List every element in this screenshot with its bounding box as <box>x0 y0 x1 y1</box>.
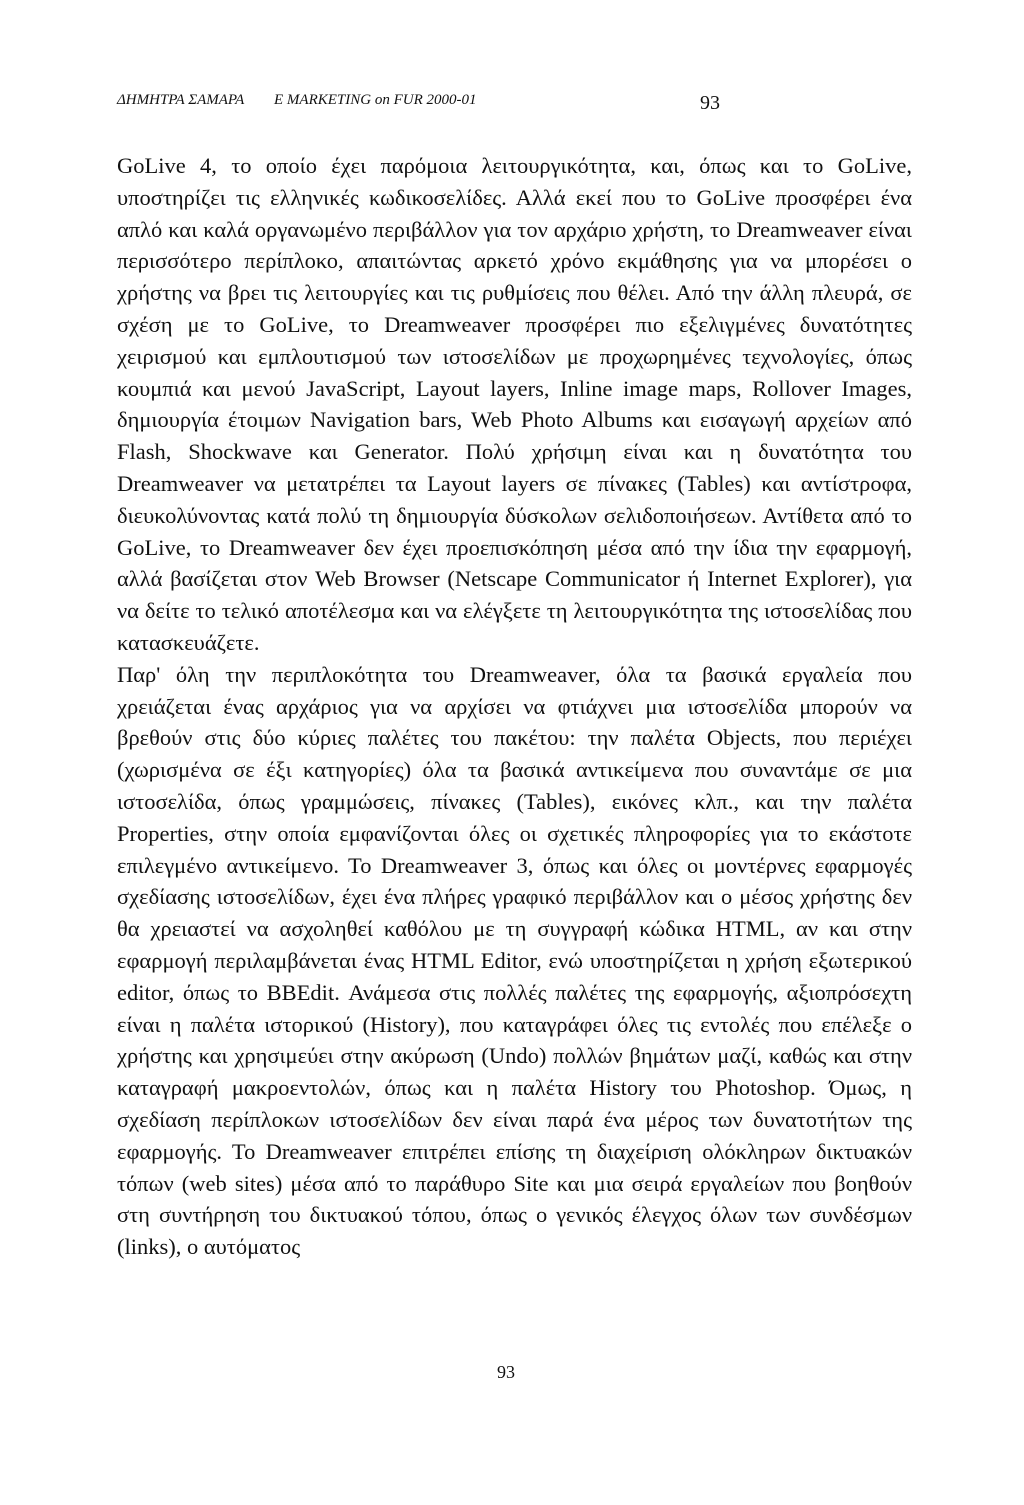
footer-page-number: 93 <box>497 1362 515 1382</box>
paragraph-1: GoLive 4, το οποίο έχει παρόμοια λειτουργικότητα, και, όπως και το GoLive, υποστηρίζει τις ελληνικές κωδικοσελίδες. Αλλά εκεί που το GoLive προσφέρει ένα απλό και καλά οργανωμένο περιβάλλον για τον αρχάριο χρήστη, το Dreamweaver είναι περισσότερο περίπλοκο, απαιτώντας αρκετό χρόνο εκμάθησης για να μπορέσει ο χρήστης να βρει τις λειτουργίες και τις ρυθμίσεις που θέλει. Από την άλλη πλευρά, σε σχέση με το GoLive, το Dreamweaver προσφέρει πιο εξελιγμένες δυνατότητες χειρισμού και εμπλουτισμού των ιστοσελίδων με προχωρημένες τεχνολογίες, όπως κουμπιά και μενού JavaScript, Layout layers, Inline image maps, Rollover Images, δημιουργία έτοιμων Navigation bars, Web Photo Albums και εισαγωγή αρχείων από Flash, Shockwave και Generator. Πολύ χρήσιμη είναι και η δυνατότητα του Dreamweaver να μετατρέπει τα Layout layers σε πίνακες (Tables) και αντίστροφα, διευκολύνοντας κατά πολύ τη δημιουργία δύσκολων σελιδοποιήσεων. Αντίθετα από το GoLive, το Dreamweaver δεν έχει προεπισκόπηση μέσα από την ίδια την εφαρμογή, αλλά βασίζεται στον Web Browser (Netscape Communicator ή Internet Explorer), για να δείτε το τελικό αποτέλεσμα και να ελέγξετε τη λειτουργικότητα της ιστοσελίδας που κατασκευάζετε. <box>117 153 912 655</box>
header-page-number: 93 <box>700 92 720 114</box>
header-title: E MARKETING on FUR 2000-01 <box>274 92 477 108</box>
body-text <box>117 150 912 1263</box>
running-header <box>117 92 917 116</box>
header-author: ΔΗΜΗΤΡΑ ΣΑΜΑΡΑ <box>117 92 245 108</box>
paragraph-2: Παρ' όλη την περιπλοκότητα του Dreamweaver, όλα τα βασικά εργαλεία που χρειάζεται ένας αρχάριος για να αρχίσει να φτιάχνει μια ιστοσελίδα μπορούν να βρεθούν στις δύο κύριες παλέτες του πακέτου: την παλέτα Objects, που περιέχει (χωρισμένα σε έξι κατηγορίες) όλα τα βασικά αντικείμενα που συναντάμε σε μια ιστοσελίδα, όπως γραμμώσεις, πίνακες (Tables), εικόνες κλπ., και την παλέτα Properties, στην οποία εμφανίζονται όλες οι σχετικές πληροφορίες για το εκάστοτε επιλεγμένο αντικείμενο. Το Dreamweaver 3, όπως και όλες οι μοντέρνες εφαρμογές σχεδίασης ιστοσελίδων, έχει ένα πλήρες γραφικό περιβάλλον και ο μέσος χρήστης δεν θα χρειαστεί να ασχοληθεί καθόλου με τη συγγραφή κώδικα HTML, αν και στην εφαρμογή περιλαμβάνεται ένας HTML Editor, ενώ υποστηρίζεται η χρήση εξωτερικού editor, όπως το BBEdit. Ανάμεσα στις πολλές παλέτες της εφαρμογής, αξιοπρόσεχτη είναι η παλέτα ιστορικού (History), που καταγράφει όλες τις εντολές που επέλεξε ο χρήστης και χρησιμεύει στην ακύρωση (Undo) πολλών βημάτων μαζί, καθώς και στην καταγραφή μακροεντολών, όπως και η παλέτα History του Photoshop. Όμως, η σχεδίαση περίπλοκων ιστοσελίδων δεν είναι παρά ένα μέρος των δυνατοτήτων της εφαρμογής. Το Dreamweaver επιτρέπει επίσης τη διαχείριση ολόκληρων δικτυακών τόπων (web sites) μέσα από το παράθυρο Site και μια σειρά εργαλείων που βοηθούν στη συντήρηση του δικτυακού τόπου, όπως ο γενικός έλεγχος όλων των συνδέσμων (links), ο αυτόματος <box>117 661 912 1260</box>
